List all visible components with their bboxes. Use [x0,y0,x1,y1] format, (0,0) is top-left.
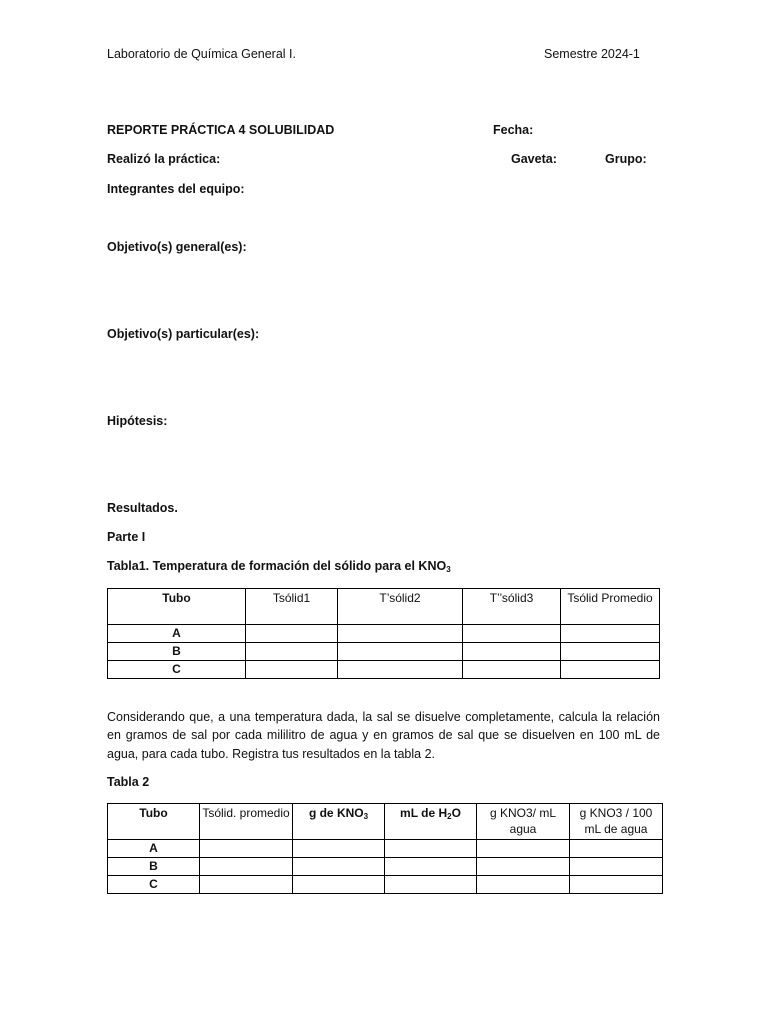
table-cell[interactable] [561,643,660,661]
table-cell[interactable] [570,840,663,858]
course-name: Laboratorio de Química General I. [107,47,296,61]
table1-row-label-b: B [108,643,246,661]
table-cell[interactable] [200,858,293,876]
table-cell[interactable] [561,661,660,679]
table1-solid-temperature [107,588,660,679]
table-cell[interactable] [477,858,570,876]
table-cell[interactable] [561,625,660,643]
table-cell[interactable] [338,643,463,661]
table-cell[interactable] [477,876,570,894]
table-row [108,625,660,643]
report-title: REPORTE PRÁCTICA 4 SOLUBILIDAD [107,123,335,137]
table2-header-g-kno3: g de $KNO_3$ [293,804,385,840]
table2-caption: Tabla 2 [107,775,150,789]
table-cell[interactable] [246,643,338,661]
particular-objectives-label: Objetivo(s) particular(es): [107,327,260,341]
table-row [108,661,660,679]
table-cell[interactable] [246,661,338,679]
table2-header-tube: Tubo [108,804,200,840]
table-cell[interactable] [338,625,463,643]
table1-header-tsolid3: T’’sólid3 [463,589,561,625]
table-cell[interactable] [570,858,663,876]
table-row [108,858,663,876]
hypothesis-label: Hipótesis: [107,414,168,428]
table-cell[interactable] [338,661,463,679]
table-cell[interactable] [463,661,561,679]
team-label: Integrantes del equipo: [107,182,245,196]
table-cell[interactable] [293,876,385,894]
results-label: Resultados. [107,501,178,515]
drawer-label: Gaveta: [511,152,557,166]
table-cell[interactable] [200,876,293,894]
table-cell[interactable] [463,625,561,643]
date-label: Fecha: [493,123,534,137]
table-cell[interactable] [463,643,561,661]
group-label: Grupo: [605,152,647,166]
table2-row-label-a: A [108,840,200,858]
table1-row-label-c: C [108,661,246,679]
table2-row-label-b: B [108,858,200,876]
table-cell[interactable] [293,858,385,876]
table-cell[interactable] [385,876,477,894]
semester: Semestre 2024-1 [544,47,640,61]
table-cell[interactable] [293,840,385,858]
table2-header-ml-h2o: mL de $H_2O$ [385,804,477,840]
table-cell[interactable] [385,840,477,858]
table2-header-g-per-100ml: g KNO3 / 100 mL de agua [570,804,663,840]
table-row [108,643,660,661]
table2-header-g-per-ml: g KNO3/ mL agua [477,804,570,840]
table2-header-row [108,804,663,840]
table1-header-row [108,589,660,625]
table-cell[interactable] [200,840,293,858]
table1-header-average: Tsólid Promedio [561,589,660,625]
table2-row-label-c: C [108,876,200,894]
table1-caption: Tabla1. Temperatura de formación del sólido para el $KNO_3$ [107,559,451,574]
table-cell[interactable] [570,876,663,894]
table1-header-tsolid2: T’sólid2 [338,589,463,625]
table1-header-tube: Tubo [108,589,246,625]
table1-row-label-a: A [108,625,246,643]
table2-header-tsolid: Tsólid. promedio [200,804,293,840]
table-cell[interactable] [385,858,477,876]
table-row [108,840,663,858]
instructions-paragraph: Considerando que, a una temperatura dada, la sal se disuelve completamente, calcula la relación en gramos de sal por cada mililitro de agua y en gramos de sal que se disuelven en 100 mL de agua, para cada tubo. Registra tus resultados en la tabla 2. [107,710,660,761]
table2-solubility-ratios [107,803,663,894]
table1-header-tsolid1: Tsólid1 [246,589,338,625]
general-objectives-label: Objetivo(s) general(es): [107,240,247,254]
performed-label: Realizó la práctica: [107,152,221,166]
table-row [108,876,663,894]
part-label: Parte I [107,530,146,544]
table-cell[interactable] [477,840,570,858]
table-cell[interactable] [246,625,338,643]
